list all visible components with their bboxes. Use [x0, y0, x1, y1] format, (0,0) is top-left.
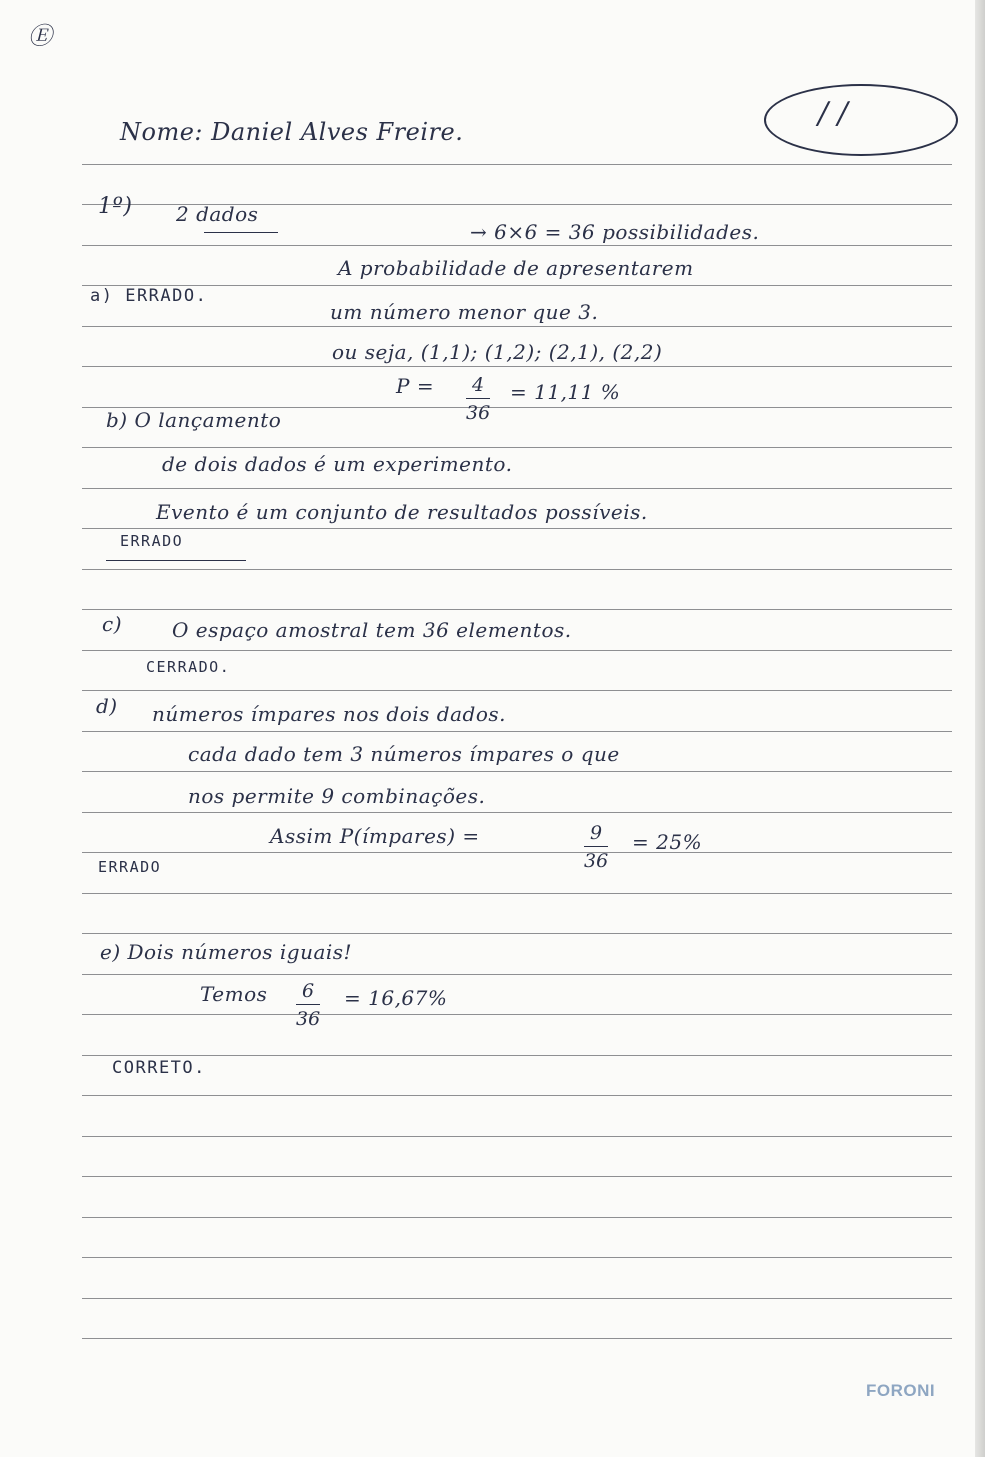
- item-e-verdict: CORRETO.: [112, 1058, 206, 1078]
- ruled-line: [82, 528, 952, 529]
- verdict-underline: [106, 560, 246, 561]
- item-d-fraction: [584, 822, 608, 872]
- corner-mark: Ⓔ: [28, 22, 53, 50]
- item-d-label: d): [96, 694, 118, 718]
- ruled-line: [82, 852, 952, 853]
- ruled-line: [82, 1257, 952, 1258]
- ruled-line: [82, 1338, 952, 1339]
- ruled-line: [82, 488, 952, 489]
- ruled-line: [82, 893, 952, 894]
- student-name: Nome: Daniel Alves Freire.: [120, 118, 464, 146]
- date-box-text: / /: [818, 96, 848, 131]
- ruled-line: [82, 326, 952, 327]
- item-b-verdict: ERRADO: [120, 532, 184, 550]
- notebook-brand-logo: FORONI: [866, 1381, 936, 1400]
- item-a-result: = 11,11 %: [510, 380, 621, 404]
- item-e-numerator: 6: [296, 980, 320, 1005]
- topic-underline: [204, 232, 278, 233]
- item-a-denominator: 36: [466, 402, 491, 424]
- item-e-label: e) Dois números iguais!: [100, 940, 353, 964]
- ruled-line: [82, 731, 952, 732]
- item-c-line1: O espaço amostral tem 36 elementos.: [172, 618, 572, 642]
- ruled-line: [82, 1136, 952, 1137]
- ruled-line: [82, 366, 952, 367]
- item-a-label: a) ERRADO.: [90, 286, 208, 306]
- ruled-line: [82, 1095, 952, 1096]
- item-d-line1: números ímpares nos dois dados.: [152, 702, 506, 726]
- item-a-numerator: 4: [466, 374, 490, 399]
- ruled-line: [82, 1298, 952, 1299]
- page-edge: [975, 0, 985, 1457]
- ruled-line: [82, 569, 952, 570]
- item-e-denominator: 36: [296, 1008, 321, 1030]
- item-d-line3: nos permite 9 combinações.: [188, 784, 486, 808]
- item-e-result: = 16,67%: [344, 986, 448, 1010]
- item-a-line1: A probabilidade de apresentarem: [338, 256, 694, 280]
- item-c-label: c): [102, 612, 123, 636]
- ruled-line: [82, 1055, 952, 1056]
- item-b-label: b) O lançamento: [106, 408, 282, 432]
- question-topic: 2 dados: [176, 202, 259, 226]
- item-e-fraction: [296, 980, 320, 1030]
- date-box: [764, 84, 958, 156]
- item-d-result: = 25%: [632, 830, 703, 854]
- ruled-line: [82, 812, 952, 813]
- ruled-line: [82, 164, 952, 165]
- item-b-line2: Evento é um conjunto de resultados possíveis.: [156, 500, 648, 524]
- ruled-line: [82, 690, 952, 691]
- ruled-line: [82, 609, 952, 610]
- item-d-numerator: 9: [584, 822, 608, 847]
- item-c-verdict: CERRADO.: [146, 658, 231, 676]
- item-d-line2: cada dado tem 3 números ímpares o que: [188, 742, 620, 766]
- ruled-line: [82, 1217, 952, 1218]
- item-b-line1: de dois dados é um experimento.: [162, 452, 513, 476]
- item-a-line2: um número menor que 3.: [330, 300, 599, 324]
- ruled-line: [82, 650, 952, 651]
- ruled-line: [82, 771, 952, 772]
- ruled-line: [82, 1014, 952, 1015]
- item-d-assim: Assim P(ímpares) =: [270, 824, 480, 848]
- item-a-fraction: [466, 374, 490, 424]
- ruled-line: [82, 974, 952, 975]
- combinations: → 6×6 = 36 possibilidades.: [470, 220, 760, 244]
- ruled-line: [82, 447, 952, 448]
- item-a-line3: ou seja, (1,1); (1,2); (2,1), (2,2): [332, 340, 663, 364]
- item-a-p-prefix: P =: [396, 374, 435, 398]
- ruled-line: [82, 933, 952, 934]
- item-e-temos: Temos: [200, 982, 268, 1006]
- item-d-denominator: 36: [584, 850, 609, 872]
- ruled-line: [82, 1176, 952, 1177]
- item-d-verdict: ERRADO: [98, 858, 162, 876]
- ruled-line: [82, 245, 952, 246]
- question-number: 1º): [98, 194, 133, 219]
- ruled-line: [82, 285, 952, 286]
